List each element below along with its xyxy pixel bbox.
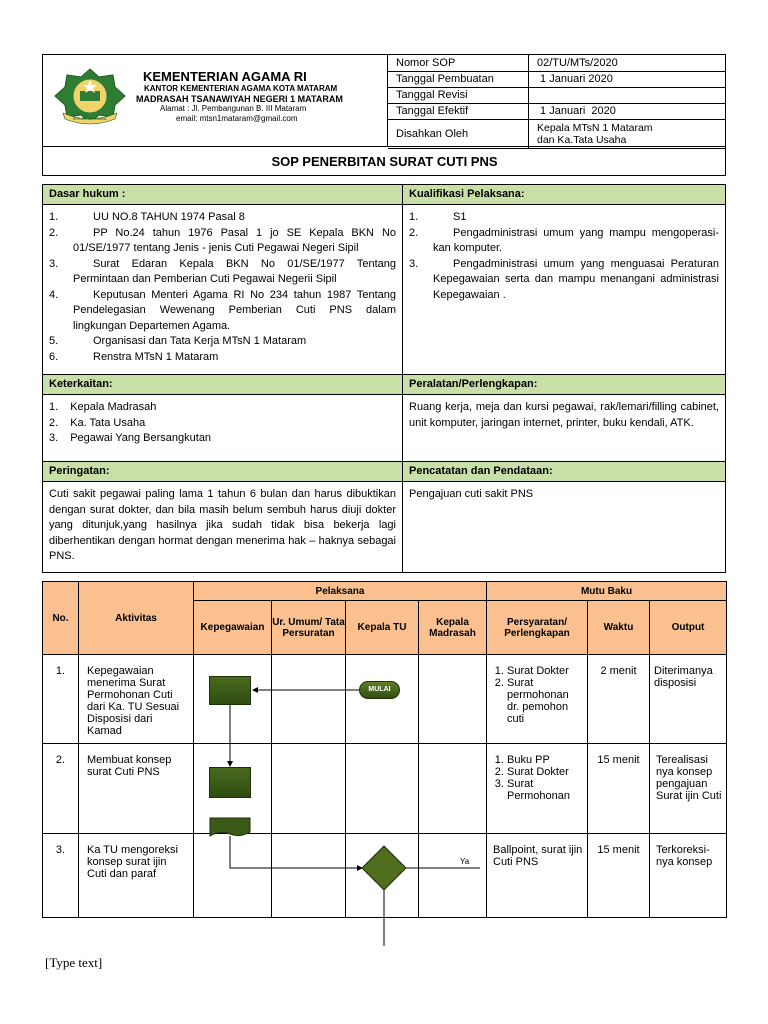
- list-item: 3. Pegawai Yang Bersangkutan: [49, 432, 212, 444]
- info-value: 1 Januari 2020: [529, 72, 727, 88]
- list-item: 1. Surat Dokter: [507, 665, 583, 677]
- col-header-aktivitas: Aktivitas: [79, 582, 194, 655]
- row-activity: Membuat konsep surat Cuti PNS: [79, 744, 194, 834]
- info-value: 02/TU/MTs/2020: [529, 55, 727, 72]
- col-header-kepala-tu: Kepala TU: [346, 601, 419, 655]
- peralatan-text: Ruang kerja, meja dan kursi pegawai, rak/lemari/filling cabinet, unit komputer, jaringan internet, printer, buku kendali, ATK.: [409, 401, 719, 429]
- col-header-waktu: Waktu: [588, 601, 650, 655]
- peralatan-section: [403, 375, 725, 461]
- section-heading: Kualifikasi Pelaksana:: [403, 185, 725, 205]
- row-activity: Ka TU mengoreksi konsep surat ijin Cuti dan paraf: [79, 834, 194, 918]
- kualifikasi-section: [403, 185, 725, 374]
- dasar-hukum-section: [43, 185, 402, 374]
- ministry-logo-icon: [51, 67, 129, 125]
- row-time: 15 menit: [588, 834, 650, 918]
- info-label: Disahkan Oleh: [388, 120, 529, 149]
- list-item: 2. Surat permohonan dr. pemohon cuti: [507, 677, 583, 725]
- footer-text: [Type text]: [45, 955, 103, 970]
- keterkaitan-section: [43, 375, 402, 461]
- org-title: KEMENTERIAN AGAMA RI: [143, 69, 307, 84]
- peringatan-text: Cuti sakit pegawai paling lama 1 tahun 6 bulan dan harus dibuktikan dengan surat dokter, dan bila masih belum sembuh harus diuji dokter yang ditunjuk,yang hasilnya jika sudah tidak bisa bekerja lagi diberhentikan dengan hormat dengan menerima hak – haknya sebagai PNS.: [49, 488, 396, 562]
- info-label: Tanggal Pembuatan: [388, 72, 529, 88]
- process-box: [209, 767, 251, 798]
- process-box: [209, 676, 251, 705]
- list-item: 2. Pengadministrasi umum yang mampu mengoperasi- kan komputer.: [409, 226, 719, 254]
- pencatatan-section: [403, 462, 725, 572]
- info-value: [529, 88, 727, 104]
- list-item: 2. Ka. Tata Usaha: [49, 416, 146, 429]
- row-number: 2.: [43, 744, 79, 834]
- info-value: [529, 120, 727, 149]
- page-title: SOP PENERBITAN SURAT CUTI PNS: [43, 146, 726, 176]
- list-item: 1. UU NO.8 TAHUN 1974 Pasal 8: [49, 211, 245, 223]
- peringatan-section: [43, 462, 402, 572]
- info-label: Tanggal Efektif: [388, 104, 529, 120]
- col-header-kepala-madrasah: Kepala Madrasah: [419, 601, 487, 655]
- row-requirements: Ballpoint, surat ijin Cuti PNS: [487, 834, 588, 918]
- list-item: 2. Surat Dokter: [507, 766, 583, 778]
- row-requirements: [487, 655, 588, 744]
- col-header-output: Output: [650, 601, 727, 655]
- row-output: Terealisasi nya konsep pengajuan Surat ijin Cuti: [650, 744, 727, 834]
- row-activity: Kepegawaian menerima Surat Permohonan Cuti dari Ka. TU Sesuai Disposisi dari Kamad: [79, 655, 194, 744]
- table-row: [43, 655, 727, 744]
- start-terminator: MULAI: [359, 681, 400, 699]
- list-item: 1. Buku PP: [507, 754, 583, 766]
- org-email: email: mtsn1mataram@gmail.com: [176, 114, 298, 123]
- org-address: Alamat : Jl. Pembangunan B. III Mataram: [160, 104, 307, 113]
- logo-text: IKHLAS BERAMAL: [72, 116, 108, 121]
- col-header-no: No.: [43, 582, 79, 655]
- sop-details: [42, 184, 726, 573]
- list-item: 5. Organisasi dan Tata Kerja MTsN 1 Mataram: [49, 335, 307, 347]
- section-heading: Peringatan:: [43, 462, 402, 482]
- list-item: 1. Kepala Madrasah: [49, 401, 157, 413]
- list-item: 4. Keputusan Menteri Agama RI No 234 tahun 1987 Tentang Pendelegasian Wewenang Pemberian Cuti PNS dalam lingkungan Departemen Agama.: [49, 288, 396, 332]
- row-output: Diterimanya disposisi: [650, 655, 727, 744]
- col-header-kepegawaian: Kepegawaian: [194, 601, 272, 655]
- list-item: 3. Pengadministrasi umum yang menguasai Peraturan Kepegawaian serta dan mampu menangani administrasi Kepegawaian .: [409, 257, 719, 301]
- info-label: Tanggal Revisi: [388, 88, 529, 104]
- row-requirements: [487, 744, 588, 834]
- institution-block: [43, 55, 388, 146]
- col-header-pelaksana: Pelaksana: [194, 582, 487, 601]
- info-label: Nomor SOP: [388, 55, 529, 72]
- yes-label: Ya: [460, 857, 470, 866]
- col-header-persyaratan: Persyaratan/ Perlengkapan: [487, 601, 588, 655]
- section-heading: Pencatatan dan Pendataan:: [403, 462, 725, 482]
- section-heading: Keterkaitan:: [43, 375, 402, 395]
- sop-header: [42, 54, 726, 176]
- row-number: 3.: [43, 834, 79, 918]
- org-school: MADRASAH TSANAWIYAH NEGERI 1 MATARAM: [136, 94, 343, 104]
- approver-line-1: Kepala MTsN 1 Mataram: [537, 122, 653, 134]
- list-item: 2. PP No.24 tahun 1976 Pasal 1 jo SE Kepala BKN No 01/SE/1977 tentang Jenis - jenis Cuti Pegawai Negeri Sipil: [49, 226, 396, 254]
- org-office: KANTOR KEMENTERIAN AGAMA KOTA MATARAM: [144, 84, 338, 93]
- qualification-list: [403, 210, 719, 303]
- section-heading: Peralatan/Perlengkapan:: [403, 375, 725, 395]
- row-output: Terkoreksi- nya konsep: [650, 834, 727, 918]
- row-time: 15 menit: [588, 744, 650, 834]
- approver-line-2: dan Ka.Tata Usaha: [537, 134, 627, 146]
- info-value: 1 Januari 2020: [529, 104, 727, 120]
- list-item: 6. Renstra MTsN 1 Mataram: [49, 350, 219, 363]
- law-list: [43, 210, 396, 365]
- row-time: 2 menit: [588, 655, 650, 744]
- col-header-ur-umum: Ur. Umum/ Tata Persuratan: [272, 601, 346, 655]
- section-heading: Dasar hukum :: [43, 185, 402, 205]
- row-number: 1.: [43, 655, 79, 744]
- table-row: [43, 744, 727, 834]
- table-row: [43, 834, 727, 918]
- col-header-mutu-baku: Mutu Baku: [487, 582, 727, 601]
- list-item: 3. Surat Edaran Kepala BKN No 01/SE/1977 Tentang Permintaan dan Pemberian Cuti Pegawai Negerii Sipil: [49, 257, 396, 285]
- sop-info-table: [388, 55, 726, 146]
- list-item: 3. Surat Permohonan: [507, 778, 583, 802]
- procedure-table: [42, 581, 726, 917]
- list-item: 1. S1: [409, 211, 467, 223]
- pencatatan-text: Pengajuan cuti sakit PNS: [409, 488, 534, 500]
